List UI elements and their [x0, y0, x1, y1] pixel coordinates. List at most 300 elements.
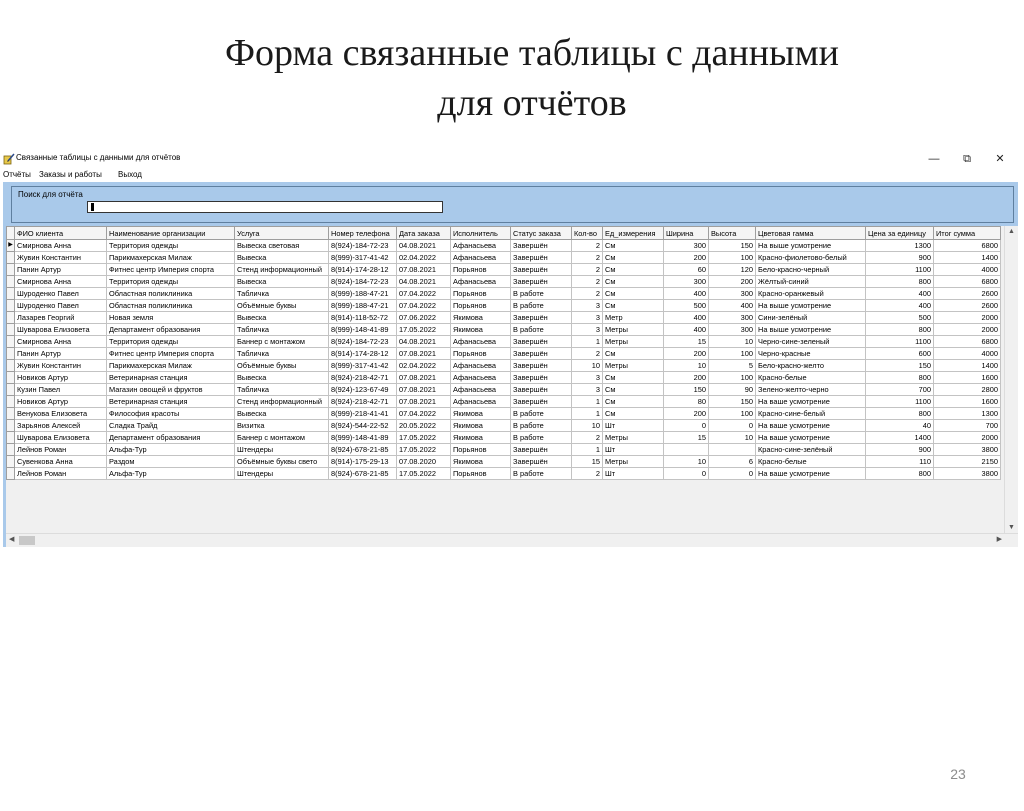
table-row[interactable]	[7, 408, 1001, 420]
row-selector[interactable]	[7, 360, 15, 372]
table-cell[interactable]: Красно-белые	[756, 456, 866, 468]
column-header[interactable]: Статус заказа	[511, 227, 572, 240]
maximize-button[interactable]: ⧉	[963, 153, 971, 165]
table-cell[interactable]: Магазин овощей и фруктов	[107, 384, 235, 396]
row-selector[interactable]: ▶	[7, 240, 15, 252]
table-cell[interactable]: Порьянов	[451, 348, 511, 360]
table-cell[interactable]: 2	[572, 240, 603, 252]
table-cell[interactable]: Шт	[603, 444, 664, 456]
row-selector[interactable]	[7, 264, 15, 276]
table-cell[interactable]: 3	[572, 372, 603, 384]
table-cell[interactable]: 2000	[934, 432, 1001, 444]
table-cell[interactable]: 0	[709, 420, 756, 432]
table-row[interactable]	[7, 348, 1001, 360]
table-cell[interactable]: 10	[572, 360, 603, 372]
table-row[interactable]	[7, 432, 1001, 444]
table-cell[interactable]: Смирнова Анна	[15, 240, 107, 252]
table-row[interactable]	[7, 312, 1001, 324]
table-row[interactable]	[7, 300, 1001, 312]
table-cell[interactable]: Стенд информационный	[235, 396, 329, 408]
table-row[interactable]	[7, 264, 1001, 276]
table-cell[interactable]: Смирнова Анна	[15, 336, 107, 348]
table-cell[interactable]: 8(924)-218-42-71	[329, 396, 397, 408]
column-header[interactable]: Наименование организации	[107, 227, 235, 240]
table-cell[interactable]: Стенд информационный	[235, 264, 329, 276]
scroll-left-arrow-icon[interactable]: ◀	[9, 536, 15, 543]
table-cell[interactable]: Зелено-желто-черно	[756, 384, 866, 396]
table-cell[interactable]: 8(924)-218-42-71	[329, 372, 397, 384]
table-cell[interactable]: Табличка	[235, 384, 329, 396]
table-cell[interactable]: Новиков Артур	[15, 396, 107, 408]
row-selector[interactable]	[7, 420, 15, 432]
table-cell[interactable]: 200	[664, 348, 709, 360]
table-cell[interactable]: 800	[866, 468, 934, 480]
table-cell[interactable]: Метры	[603, 432, 664, 444]
table-cell[interactable]: Красно-сине-белый	[756, 408, 866, 420]
table-cell[interactable]: Афанасьева	[451, 396, 511, 408]
table-cell[interactable]	[709, 444, 756, 456]
table-cell[interactable]: 300	[709, 324, 756, 336]
table-cell[interactable]: Афанасьева	[451, 336, 511, 348]
table-cell[interactable]: Якимова	[451, 456, 511, 468]
table-cell[interactable]: Штендеры	[235, 468, 329, 480]
table-cell[interactable]: 0	[709, 468, 756, 480]
table-cell[interactable]: Жувин Константин	[15, 252, 107, 264]
table-cell[interactable]: Завершён	[511, 312, 572, 324]
close-button[interactable]: ✕	[995, 153, 1005, 165]
table-cell[interactable]: 400	[866, 300, 934, 312]
table-cell[interactable]: 3	[572, 384, 603, 396]
table-cell[interactable]: Объёмные буквы свето	[235, 456, 329, 468]
table-row[interactable]	[7, 372, 1001, 384]
table-cell[interactable]: 2	[572, 432, 603, 444]
horizontal-scrollbar[interactable]	[6, 533, 1018, 547]
table-cell[interactable]: Завершён	[511, 348, 572, 360]
table-cell[interactable]: 2	[572, 264, 603, 276]
table-cell[interactable]: Порьянов	[451, 264, 511, 276]
table-cell[interactable]: 3	[572, 300, 603, 312]
table-cell[interactable]: Черно-сине-зеленый	[756, 336, 866, 348]
table-cell[interactable]: Афанасьева	[451, 276, 511, 288]
table-cell[interactable]: Зарьянов Алексей	[15, 420, 107, 432]
table-cell[interactable]: 10	[572, 420, 603, 432]
table-row[interactable]	[7, 252, 1001, 264]
table-cell[interactable]: 8(924)-184-72-23	[329, 240, 397, 252]
table-cell[interactable]: 4000	[934, 264, 1001, 276]
table-cell[interactable]: 0	[664, 468, 709, 480]
table-cell[interactable]: 6	[709, 456, 756, 468]
table-cell[interactable]: В работе	[511, 468, 572, 480]
table-cell[interactable]: Баннер с монтажом	[235, 336, 329, 348]
table-row[interactable]	[7, 420, 1001, 432]
table-cell[interactable]: На ваше усмотрение	[756, 432, 866, 444]
table-cell[interactable]: 900	[866, 444, 934, 456]
table-cell[interactable]: 200	[664, 372, 709, 384]
table-cell[interactable]: Афанасьева	[451, 252, 511, 264]
table-cell[interactable]: 6800	[934, 240, 1001, 252]
table-cell[interactable]: На выше усмотрение	[756, 324, 866, 336]
column-header[interactable]: Ширина	[664, 227, 709, 240]
table-cell[interactable]: См	[603, 384, 664, 396]
table-cell[interactable]: Метры	[603, 336, 664, 348]
table-cell[interactable]: 400	[664, 312, 709, 324]
table-cell[interactable]: 1600	[934, 396, 1001, 408]
table-cell[interactable]: 07.08.2021	[397, 384, 451, 396]
table-cell[interactable]: Шт	[603, 468, 664, 480]
table-cell[interactable]: Афанасьева	[451, 360, 511, 372]
table-cell[interactable]: Якимова	[451, 420, 511, 432]
table-cell[interactable]: 3	[572, 324, 603, 336]
table-cell[interactable]: 800	[866, 372, 934, 384]
column-header[interactable]: Ед_измерения	[603, 227, 664, 240]
column-header[interactable]: Дата заказа	[397, 227, 451, 240]
table-cell[interactable]: Шуварова Елизовета	[15, 432, 107, 444]
scroll-down-arrow-icon[interactable]: ▼	[1008, 524, 1015, 531]
column-header[interactable]: Услуга	[235, 227, 329, 240]
table-cell[interactable]: 17.05.2022	[397, 432, 451, 444]
vertical-scrollbar[interactable]	[1004, 226, 1018, 533]
table-cell[interactable]: 8(924)-678-21-85	[329, 468, 397, 480]
table-cell[interactable]: См	[603, 396, 664, 408]
table-cell[interactable]: 8(924)-184-72-23	[329, 276, 397, 288]
table-cell[interactable]: 04.08.2021	[397, 336, 451, 348]
table-cell[interactable]: Фитнес центр Империя спорта	[107, 264, 235, 276]
table-cell[interactable]: Якимова	[451, 324, 511, 336]
row-selector[interactable]	[7, 396, 15, 408]
table-cell[interactable]: Жёлтый-синий	[756, 276, 866, 288]
table-cell[interactable]: 0	[664, 420, 709, 432]
table-cell[interactable]: 150	[709, 240, 756, 252]
table-cell[interactable]: 90	[709, 384, 756, 396]
table-cell[interactable]: В работе	[511, 420, 572, 432]
table-row[interactable]	[7, 384, 1001, 396]
table-cell[interactable]: Порьянов	[451, 300, 511, 312]
table-cell[interactable]: 07.08.2021	[397, 372, 451, 384]
table-cell[interactable]: См	[603, 252, 664, 264]
table-cell[interactable]: См	[603, 276, 664, 288]
table-cell[interactable]: 8(999)-317-41-42	[329, 360, 397, 372]
table-cell[interactable]: Департамент образования	[107, 432, 235, 444]
table-cell[interactable]: Шуварова Елизовета	[15, 324, 107, 336]
table-cell[interactable]: 10	[709, 432, 756, 444]
table-cell[interactable]: Областная поликлиника	[107, 288, 235, 300]
table-cell[interactable]: 900	[866, 252, 934, 264]
table-cell[interactable]: Шт	[603, 420, 664, 432]
row-selector[interactable]	[7, 468, 15, 480]
table-cell[interactable]: Альфа-Тур	[107, 468, 235, 480]
row-selector[interactable]	[7, 372, 15, 384]
table-cell[interactable]: В работе	[511, 300, 572, 312]
table-cell[interactable]: Вывеска	[235, 372, 329, 384]
menu-item-reports[interactable]: Отчёты	[3, 170, 31, 179]
table-cell[interactable]: Метры	[603, 324, 664, 336]
table-cell[interactable]: Парикмахерская Милаж	[107, 252, 235, 264]
table-cell[interactable]: 300	[664, 276, 709, 288]
table-cell[interactable]: 3	[572, 312, 603, 324]
table-cell[interactable]: 3800	[934, 468, 1001, 480]
menu-item-orders[interactable]: Заказы и работы	[39, 170, 102, 179]
table-cell[interactable]: 07.04.2022	[397, 408, 451, 420]
table-cell[interactable]: 800	[866, 408, 934, 420]
table-cell[interactable]: 07.04.2022	[397, 300, 451, 312]
table-cell[interactable]: Сини-зелёный	[756, 312, 866, 324]
table-cell[interactable]: Баннер с монтажом	[235, 432, 329, 444]
table-cell[interactable]: Красно-белые	[756, 372, 866, 384]
row-selector[interactable]	[7, 432, 15, 444]
table-cell[interactable]: 2600	[934, 288, 1001, 300]
table-cell[interactable]: Афанасьева	[451, 240, 511, 252]
table-cell[interactable]: Ветеринарная станция	[107, 372, 235, 384]
table-row[interactable]	[7, 396, 1001, 408]
table-cell[interactable]: 6800	[934, 276, 1001, 288]
table-cell[interactable]: 400	[664, 324, 709, 336]
table-cell[interactable]: 2	[572, 468, 603, 480]
table-cell[interactable]: Новиков Артур	[15, 372, 107, 384]
table-cell[interactable]: Департамент образования	[107, 324, 235, 336]
table-cell[interactable]: 60	[664, 264, 709, 276]
table-cell[interactable]: Территория одежды	[107, 240, 235, 252]
table-cell[interactable]: Завершён	[511, 276, 572, 288]
table-cell[interactable]: 1	[572, 408, 603, 420]
table-row[interactable]	[7, 276, 1001, 288]
table-cell[interactable]: Якимова	[451, 312, 511, 324]
table-cell[interactable]: Шуроденко Павел	[15, 300, 107, 312]
table-cell[interactable]: На выше усмотрение	[756, 240, 866, 252]
table-cell[interactable]: На ваше усмотрение	[756, 396, 866, 408]
table-cell[interactable]: 17.05.2022	[397, 444, 451, 456]
table-cell[interactable]: На ваше усмотрение	[756, 468, 866, 480]
table-row[interactable]	[7, 456, 1001, 468]
table-cell[interactable]: Завершён	[511, 360, 572, 372]
table-cell[interactable]: 80	[664, 396, 709, 408]
table-cell[interactable]: Областная поликлиника	[107, 300, 235, 312]
column-header[interactable]: Цена за единицу	[866, 227, 934, 240]
table-cell[interactable]: 40	[866, 420, 934, 432]
table-cell[interactable]: 10	[664, 456, 709, 468]
column-header[interactable]: Исполнитель	[451, 227, 511, 240]
table-row[interactable]	[7, 360, 1001, 372]
table-cell[interactable]: 2000	[934, 324, 1001, 336]
window-titlebar[interactable]	[0, 148, 1022, 168]
table-cell[interactable]: Сладка Трайд	[107, 420, 235, 432]
table-cell[interactable]: 8(924)-184-72-23	[329, 336, 397, 348]
table-cell[interactable]: 8(924)-678-21-85	[329, 444, 397, 456]
table-row[interactable]	[7, 468, 1001, 480]
table-cell[interactable]: 2150	[934, 456, 1001, 468]
table-cell[interactable]: 2	[572, 252, 603, 264]
table-cell[interactable]: Черно-красные	[756, 348, 866, 360]
table-cell[interactable]: 2	[572, 276, 603, 288]
table-cell[interactable]: См	[603, 408, 664, 420]
row-selector[interactable]	[7, 300, 15, 312]
table-cell[interactable]: Парикмахерская Милаж	[107, 360, 235, 372]
table-cell[interactable]: 300	[709, 288, 756, 300]
table-cell[interactable]: Метры	[603, 360, 664, 372]
column-header[interactable]: Итог сумма	[934, 227, 1001, 240]
table-cell[interactable]: 400	[709, 300, 756, 312]
search-input[interactable]	[87, 201, 443, 213]
table-cell[interactable]: 2	[572, 348, 603, 360]
table-cell[interactable]: Якимова	[451, 432, 511, 444]
table-cell[interactable]: Кузин Павел	[15, 384, 107, 396]
table-cell[interactable]: 15	[572, 456, 603, 468]
table-cell[interactable]: На выше усмотрение	[756, 300, 866, 312]
table-cell[interactable]: 300	[664, 240, 709, 252]
table-cell[interactable]: 2	[572, 288, 603, 300]
table-cell[interactable]: 1400	[866, 432, 934, 444]
table-cell[interactable]: 150	[709, 396, 756, 408]
table-cell[interactable]: 8(999)-317-41-42	[329, 252, 397, 264]
table-cell[interactable]: 6800	[934, 336, 1001, 348]
table-cell[interactable]: Завершён	[511, 372, 572, 384]
table-cell[interactable]: 100	[709, 372, 756, 384]
table-cell[interactable]: 07.08.2021	[397, 396, 451, 408]
table-cell[interactable]: См	[603, 348, 664, 360]
table-cell[interactable]: Афанасьева	[451, 384, 511, 396]
table-cell[interactable]: Вывеска	[235, 312, 329, 324]
table-cell[interactable]: См	[603, 288, 664, 300]
table-cell[interactable]	[664, 444, 709, 456]
table-cell[interactable]: 20.05.2022	[397, 420, 451, 432]
table-cell[interactable]: См	[603, 264, 664, 276]
table-cell[interactable]: 200	[664, 408, 709, 420]
table-cell[interactable]: См	[603, 300, 664, 312]
table-cell[interactable]: 1100	[866, 336, 934, 348]
table-cell[interactable]: 5	[709, 360, 756, 372]
table-cell[interactable]: 8(914)-174-28-12	[329, 348, 397, 360]
column-header[interactable]: ФИО клиента	[15, 227, 107, 240]
table-cell[interactable]: Объёмные буквы	[235, 360, 329, 372]
table-cell[interactable]: 4000	[934, 348, 1001, 360]
table-cell[interactable]: Вывеска	[235, 252, 329, 264]
table-cell[interactable]: 1	[572, 444, 603, 456]
table-cell[interactable]: 200	[664, 252, 709, 264]
table-cell[interactable]: Жувин Константин	[15, 360, 107, 372]
table-cell[interactable]: Афанасьева	[451, 372, 511, 384]
table-cell[interactable]: 110	[866, 456, 934, 468]
table-cell[interactable]: Бело-красно-желто	[756, 360, 866, 372]
table-cell[interactable]: 1	[572, 336, 603, 348]
table-cell[interactable]: 07.04.2022	[397, 288, 451, 300]
row-selector[interactable]	[7, 252, 15, 264]
table-cell[interactable]: 07.08.2020	[397, 456, 451, 468]
table-cell[interactable]: 100	[709, 252, 756, 264]
table-cell[interactable]: 1	[572, 396, 603, 408]
table-cell[interactable]: 120	[709, 264, 756, 276]
table-cell[interactable]: Панин Артур	[15, 264, 107, 276]
table-cell[interactable]: Вывеска	[235, 408, 329, 420]
table-cell[interactable]: В работе	[511, 408, 572, 420]
table-cell[interactable]: 1100	[866, 396, 934, 408]
table-cell[interactable]: 8(924)-123-67-49	[329, 384, 397, 396]
table-cell[interactable]: Раздом	[107, 456, 235, 468]
table-cell[interactable]: 500	[664, 300, 709, 312]
row-selector[interactable]	[7, 312, 15, 324]
table-cell[interactable]: Новая земля	[107, 312, 235, 324]
table-cell[interactable]: 2800	[934, 384, 1001, 396]
table-cell[interactable]: Завершён	[511, 264, 572, 276]
table-cell[interactable]: 15	[664, 432, 709, 444]
row-selector[interactable]	[7, 408, 15, 420]
table-cell[interactable]: 150	[664, 384, 709, 396]
table-cell[interactable]: 07.08.2021	[397, 264, 451, 276]
row-selector[interactable]	[7, 456, 15, 468]
table-row[interactable]	[7, 444, 1001, 456]
table-cell[interactable]: 400	[664, 288, 709, 300]
table-cell[interactable]: Философия красоты	[107, 408, 235, 420]
table-cell[interactable]: 07.06.2022	[397, 312, 451, 324]
table-cell[interactable]: Бело-красно-черный	[756, 264, 866, 276]
table-cell[interactable]: 1100	[866, 264, 934, 276]
table-cell[interactable]: Табличка	[235, 348, 329, 360]
data-grid[interactable]	[6, 226, 1018, 547]
table-cell[interactable]: 02.04.2022	[397, 360, 451, 372]
table-cell[interactable]: Смирнова Анна	[15, 276, 107, 288]
table-cell[interactable]: 04.08.2021	[397, 276, 451, 288]
table-cell[interactable]: 800	[866, 276, 934, 288]
table-cell[interactable]: Порьянов	[451, 288, 511, 300]
table-cell[interactable]: Вывеска	[235, 276, 329, 288]
table-cell[interactable]: Красно-оранжевый	[756, 288, 866, 300]
table-cell[interactable]: 200	[709, 276, 756, 288]
table-cell[interactable]: 1300	[866, 240, 934, 252]
table-row[interactable]	[7, 240, 1001, 252]
table-cell[interactable]: Красно-сине-зелёный	[756, 444, 866, 456]
minimize-button[interactable]: —	[928, 153, 940, 165]
row-selector[interactable]	[7, 384, 15, 396]
table-cell[interactable]: 8(999)-148-41-89	[329, 432, 397, 444]
table-cell[interactable]: Объёмные буквы	[235, 300, 329, 312]
table-cell[interactable]: 1300	[934, 408, 1001, 420]
table-cell[interactable]: Штендеры	[235, 444, 329, 456]
table-cell[interactable]: Альфа-Тур	[107, 444, 235, 456]
row-selector[interactable]	[7, 324, 15, 336]
table-cell[interactable]: 1600	[934, 372, 1001, 384]
table-cell[interactable]: 400	[866, 288, 934, 300]
table-cell[interactable]: 8(914)-175-29-13	[329, 456, 397, 468]
table-cell[interactable]: 8(914)-174-28-12	[329, 264, 397, 276]
table-cell[interactable]: 04.08.2021	[397, 240, 451, 252]
table-cell[interactable]: См	[603, 372, 664, 384]
table-cell[interactable]: Ветеринарная станция	[107, 396, 235, 408]
table-cell[interactable]: Фитнес центр Империя спорта	[107, 348, 235, 360]
table-cell[interactable]: Шуроденко Павел	[15, 288, 107, 300]
table-cell[interactable]: 10	[709, 336, 756, 348]
table-cell[interactable]: Лейнов Роман	[15, 444, 107, 456]
table-cell[interactable]: Завершён	[511, 396, 572, 408]
table-cell[interactable]: 500	[866, 312, 934, 324]
table-cell[interactable]: 700	[934, 420, 1001, 432]
table-cell[interactable]: 8(999)-148-41-89	[329, 324, 397, 336]
table-cell[interactable]: Метр	[603, 312, 664, 324]
scroll-right-arrow-icon[interactable]: ▶	[996, 536, 1002, 543]
table-cell[interactable]: 700	[866, 384, 934, 396]
horizontal-scroll-thumb[interactable]	[19, 536, 35, 545]
table-cell[interactable]: Панин Артур	[15, 348, 107, 360]
column-header[interactable]: Цветовая гамма	[756, 227, 866, 240]
table-cell[interactable]: Красно-фиолетово-белый	[756, 252, 866, 264]
table-cell[interactable]: 8(914)-118-52-72	[329, 312, 397, 324]
table-cell[interactable]: Венукова Елизовета	[15, 408, 107, 420]
table-cell[interactable]: Метры	[603, 456, 664, 468]
table-cell[interactable]: Порьянов	[451, 444, 511, 456]
row-selector[interactable]	[7, 348, 15, 360]
table-cell[interactable]: 300	[709, 312, 756, 324]
table-cell[interactable]: 07.08.2021	[397, 348, 451, 360]
table-cell[interactable]: 8(924)-544-22-52	[329, 420, 397, 432]
table-cell[interactable]: 1400	[934, 360, 1001, 372]
table-cell[interactable]: 2000	[934, 312, 1001, 324]
